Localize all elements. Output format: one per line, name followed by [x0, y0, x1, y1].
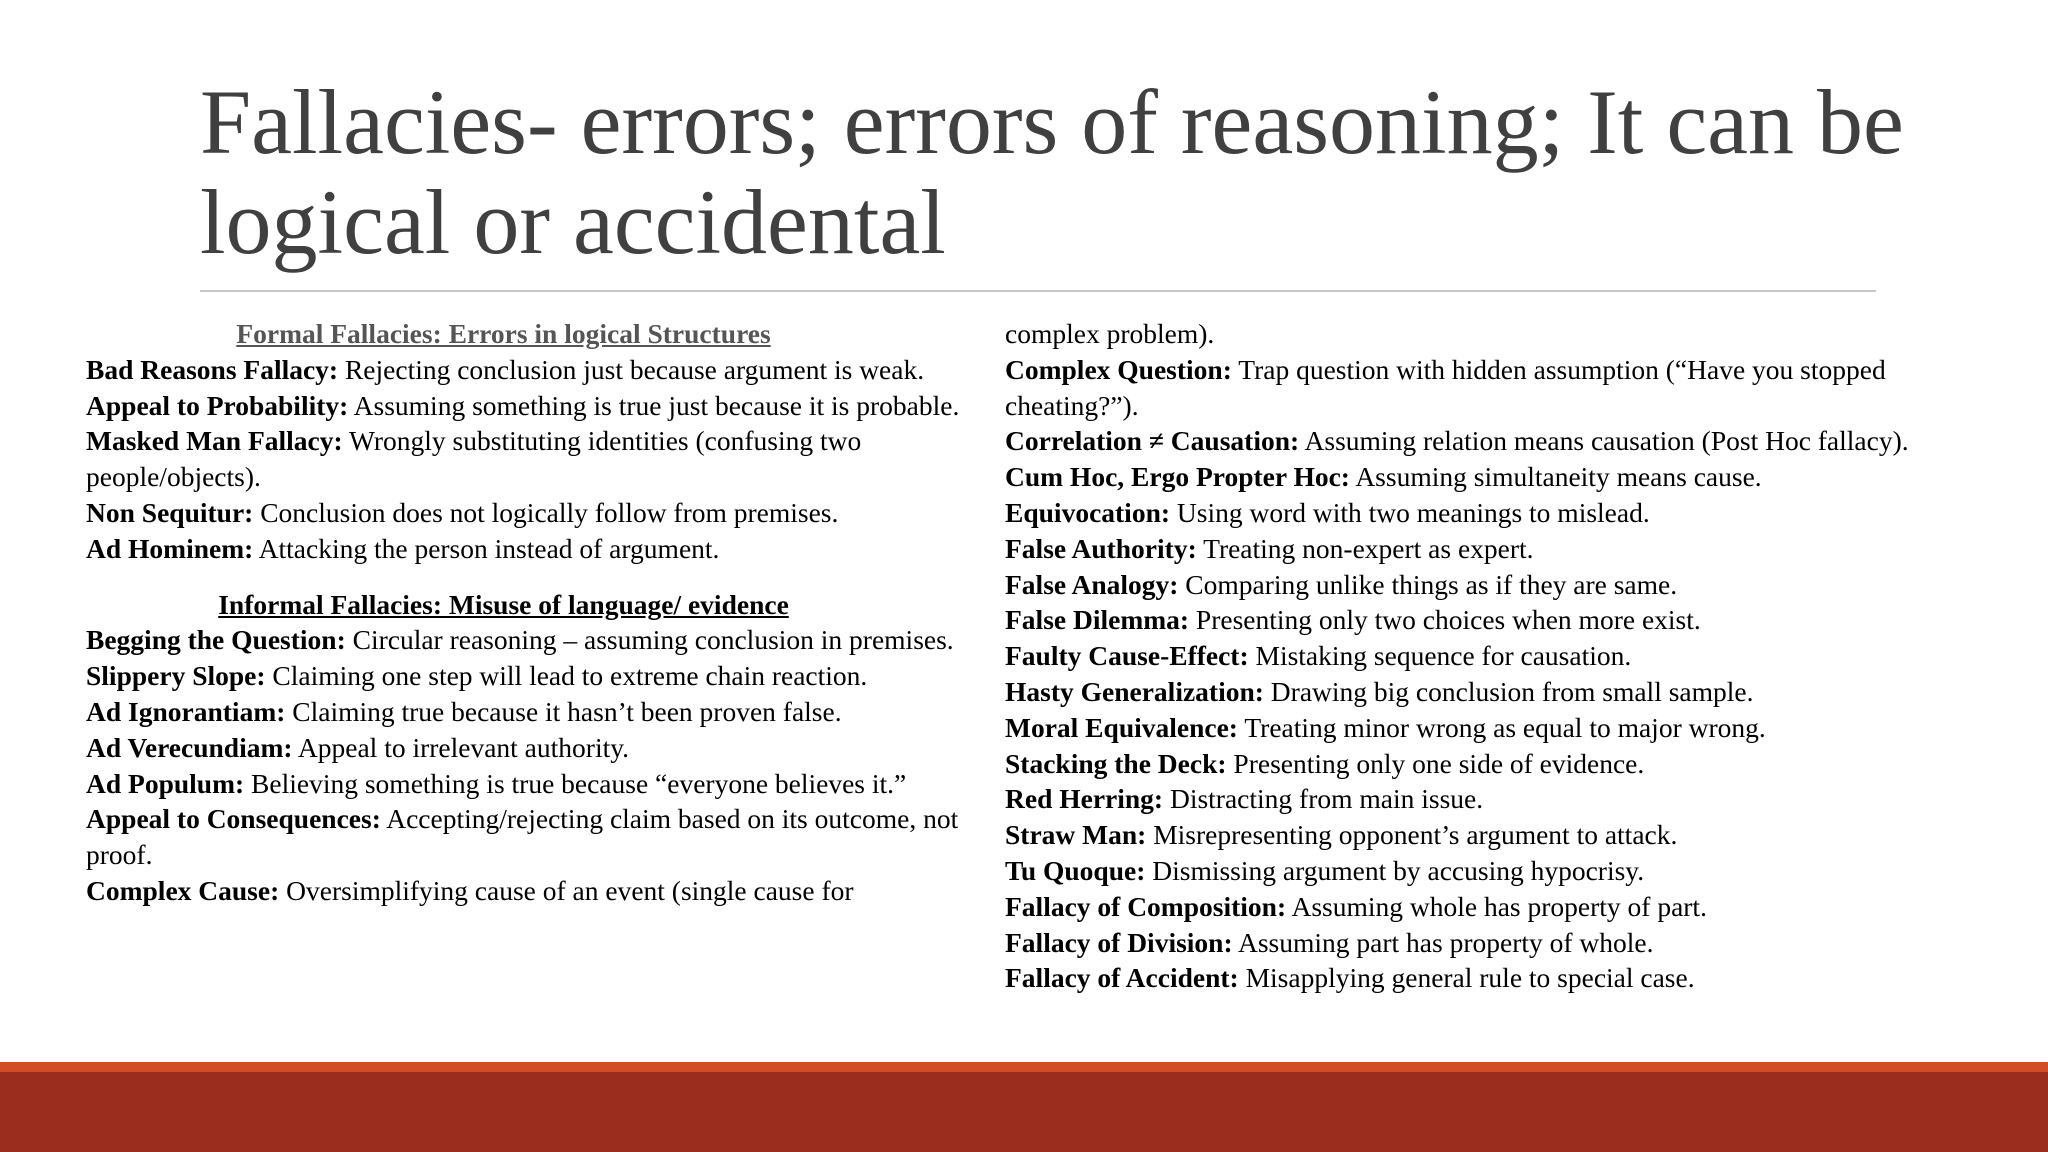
fallacy-entry	[86, 658, 1006, 694]
fallacy-description: Misapplying general rule to special case.	[1238, 962, 1695, 994]
fallacy-description: Claiming one step will lead to extreme chain reaction.	[265, 660, 868, 692]
fallacy-description: Trap question with hidden assumption (“Have you stopped cheating?”).	[1005, 353, 1886, 421]
fallacy-term: Correlation ≠ Causation:	[1005, 425, 1300, 457]
fallacy-description: Presenting only two choices when more exist.	[1189, 604, 1701, 636]
continued-text: complex problem).	[1005, 318, 1215, 349]
fallacy-entry	[1005, 638, 1955, 674]
fallacy-description: Oversimplifying cause of an event (single cause for	[279, 874, 854, 906]
fallacy-description: Appeal to irrelevant authority.	[292, 731, 630, 763]
fallacy-description: Rejecting conclusion just because argument is weak.	[338, 353, 925, 385]
footer-accent-stripe	[0, 1062, 2048, 1072]
fallacy-description: Conclusion does not logically follow from premises.	[253, 496, 839, 528]
fallacy-description: Claiming true because it hasn’t been proven false.	[285, 695, 842, 727]
fallacy-description: Assuming whole has property of part.	[1286, 890, 1707, 922]
fallacy-term: Slippery Slope:	[86, 660, 266, 692]
fallacy-term: Ad Hominem:	[86, 532, 254, 564]
formal-fallacies-list	[86, 352, 1006, 567]
fallacy-description: Circular reasoning – assuming conclusion in premises.	[345, 624, 954, 656]
fallacy-term: Appeal to Consequences:	[86, 803, 381, 835]
fallacy-term: False Authority:	[1005, 532, 1197, 564]
fallacy-term: Begging the Question:	[86, 624, 346, 656]
fallacy-term: Hasty Generalization:	[1005, 675, 1264, 707]
fallacy-entry	[1005, 710, 1955, 746]
fallacy-description: Treating minor wrong as equal to major wrong.	[1237, 711, 1766, 743]
fallacy-entry	[1005, 889, 1955, 925]
fallacy-entry	[86, 873, 1006, 909]
fallacy-entry	[86, 622, 1006, 658]
informal-fallacies-list-continued	[1005, 352, 1955, 996]
fallacy-description: Treating non-expert as expert.	[1196, 532, 1534, 564]
fallacy-entry	[86, 801, 1006, 873]
fallacy-entry	[1005, 674, 1955, 710]
fallacy-description: Accepting/rejecting claim based on its outcome, not proof.	[86, 803, 959, 871]
title-divider	[200, 290, 1876, 292]
fallacy-term: Red Herring:	[1005, 783, 1164, 815]
fallacy-description: Comparing unlike things as if they are same.	[1178, 568, 1678, 600]
fallacy-entry	[1005, 567, 1955, 603]
fallacy-entry	[1005, 531, 1955, 567]
fallacy-entry	[1005, 495, 1955, 531]
fallacy-entry	[86, 423, 1006, 495]
fallacy-term: Straw Man:	[1005, 819, 1147, 851]
fallacy-entry	[86, 730, 1006, 766]
fallacy-term: Fallacy of Accident:	[1005, 962, 1239, 994]
fallacy-entry	[1005, 423, 1955, 459]
fallacy-term: Equivocation:	[1005, 496, 1171, 528]
fallacy-term: Appeal to Probability:	[86, 389, 349, 421]
fallacy-entry	[1005, 817, 1955, 853]
fallacy-term: Masked Man Fallacy:	[86, 425, 343, 457]
fallacy-description: Assuming part has property of whole.	[1232, 926, 1654, 958]
fallacy-description: Distracting from main issue.	[1163, 783, 1484, 815]
formal-fallacies-heading: Formal Fallacies: Errors in logical Structures	[236, 318, 771, 349]
fallacy-entry	[1005, 746, 1955, 782]
fallacy-entry	[86, 766, 1006, 802]
fallacy-description: Mistaking sequence for causation.	[1248, 640, 1632, 672]
fallacy-entry	[86, 694, 1006, 730]
fallacy-entry	[86, 388, 1006, 424]
fallacy-term: Faulty Cause-Effect:	[1005, 640, 1249, 672]
section-gap	[86, 567, 1006, 587]
fallacy-description: Dismissing argument by accusing hypocrisy.	[1145, 854, 1645, 886]
fallacy-entry	[1005, 853, 1955, 889]
fallacy-term: Non Sequitur:	[86, 496, 254, 528]
fallacy-description: Drawing big conclusion from small sample.	[1263, 675, 1754, 707]
fallacy-term: False Analogy:	[1005, 568, 1179, 600]
fallacy-description: Assuming simultaneity means cause.	[1349, 461, 1762, 493]
fallacy-term: Cum Hoc, Ergo Propter Hoc:	[1005, 461, 1350, 493]
fallacy-description: Believing something is true because “everyone believes it.”	[244, 767, 907, 799]
fallacy-description: Attacking the person instead of argument.	[253, 532, 720, 564]
fallacy-description: Using word with two meanings to mislead.	[1170, 496, 1650, 528]
fallacy-term: Complex Cause:	[86, 874, 280, 906]
fallacy-term: Fallacy of Composition:	[1005, 890, 1287, 922]
fallacy-description: Wrongly substituting identities (confusing two people/objects).	[86, 425, 862, 493]
fallacy-term: Ad Ignorantiam:	[86, 695, 286, 727]
fallacy-term: Tu Quoque:	[1005, 854, 1146, 886]
fallacy-term: Moral Equivalence:	[1005, 711, 1238, 743]
fallacy-entry	[1005, 925, 1955, 961]
fallacy-term: Stacking the Deck:	[1005, 747, 1227, 779]
fallacy-entry	[1005, 459, 1955, 495]
fallacy-term: Complex Question:	[1005, 353, 1232, 385]
slide-title: Fallacies- errors; errors of reasoning; It can be logical or accidental	[200, 71, 1904, 273]
fallacy-entry	[86, 352, 1006, 388]
fallacy-term: False Dilemma:	[1005, 604, 1190, 636]
left-column	[86, 316, 1006, 909]
fallacy-entry	[1005, 960, 1955, 996]
informal-fallacies-heading: Informal Fallacies: Misuse of language/ evidence	[218, 588, 789, 620]
fallacy-term: Bad Reasons Fallacy:	[86, 353, 339, 385]
footer-band	[0, 1072, 2048, 1152]
fallacy-term: Ad Populum:	[86, 767, 245, 799]
fallacy-description: Assuming relation means causation (Post Hoc fallacy).	[1299, 425, 1909, 457]
fallacy-description: Misrepresenting opponent’s argument to attack.	[1146, 819, 1678, 851]
informal-fallacies-list	[86, 622, 1006, 908]
fallacy-term: Ad Verecundiam:	[86, 731, 293, 763]
right-column	[1005, 316, 1955, 996]
fallacy-entry	[1005, 602, 1955, 638]
fallacy-term: Fallacy of Division:	[1005, 926, 1233, 958]
fallacy-entry	[86, 495, 1006, 531]
fallacy-entry	[1005, 352, 1955, 424]
fallacy-entry	[86, 531, 1006, 567]
fallacy-entry	[1005, 781, 1955, 817]
fallacy-description: Assuming something is true just because it is probable.	[348, 389, 960, 421]
fallacy-description: Presenting only one side of evidence.	[1226, 747, 1645, 779]
